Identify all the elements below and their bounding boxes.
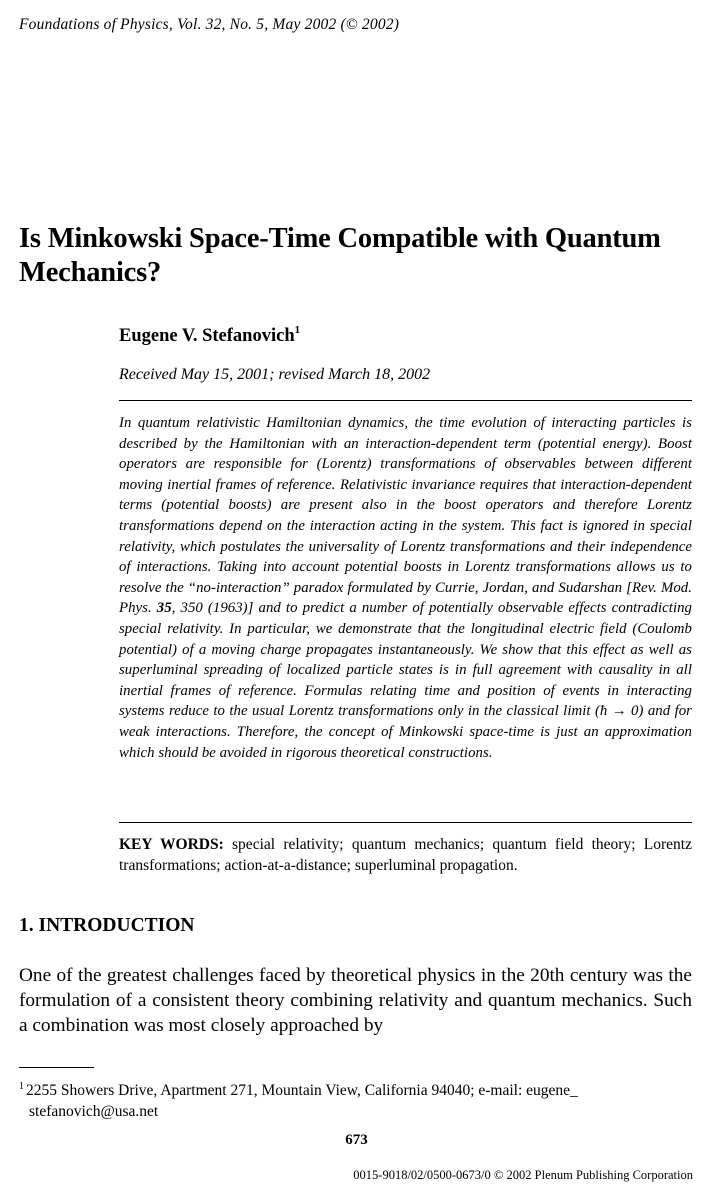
footnote-mark: 1 [19, 1081, 24, 1092]
keywords [119, 834, 692, 876]
keywords-label: KEY WORDS: [119, 836, 224, 853]
author-text: Eugene V. Stefanovich [119, 326, 295, 346]
keywords-rule [119, 822, 692, 823]
abstract-top-rule [119, 400, 692, 401]
footnote [19, 1076, 692, 1122]
abstract [119, 413, 692, 763]
introduction-paragraph: One of the greatest challenges faced by theoretical physics in the 20th century was the formulation of a consistent theory combining relativity and quantum mechanics. Such a combination was most closely approached by [19, 965, 692, 1036]
abstract-text-part1: In quantum relativistic Hamiltonian dynamics, the time evolution of interacting particles is described by the Hamiltonian with an interaction-dependent term (potential energy). Boost operators are responsible for (Lorentz) transformations of observables between different moving inertial frames of reference. Relativistic invariance requires that interaction-dependent terms (potential boosts) are present also in the boost operators and therefore Lorentz transformations depend on the interaction acting in the system. This fact is ignored in special relativity, which postulates the universality of Lorentz transformations and their independence of interactions. Taking into account potential boosts in Lorentz transformations allows us to resolve the “no-interaction” paradox formulated by Currie, Jordan, and Sudarshan [Rev. Mod. Phys. [119, 415, 692, 617]
section-heading-introduction: 1. INTRODUCTION [19, 915, 195, 936]
page-number: 673 [345, 1132, 368, 1148]
journal-citation: Foundations of Physics, Vol. 32, No. 5, May 2002 (© 2002) [19, 16, 400, 33]
footnote-line2: stefanovich@usa.net [29, 1103, 159, 1120]
footnote-line1: 2255 Showers Drive, Apartment 271, Mountain View, California 94040; e-mail: eugene_ [26, 1082, 578, 1099]
copyright-line: 0015-9018/02/0500-0673/0 © 2002 Plenum Publishing Corporation [353, 1168, 693, 1182]
received-dates: Received May 15, 2001; revised March 18, 2002 [119, 366, 431, 383]
abstract-volume: 35 [156, 600, 172, 617]
article-title: Is Minkowski Space-Time Compatible with Quantum Mechanics? [19, 223, 661, 288]
author-footnote-mark: 1 [294, 324, 301, 336]
keywords-text: special relativity; quantum mechanics; quantum field theory; Lorentz transformations; action-at-a-distance; superluminal propagation. [119, 836, 692, 874]
author-name [119, 324, 300, 347]
abstract-text-part2: , 350 (1963)] and to predict a number of potentially observable effects contradicting special relativity. In particular, we demonstrate that the longitudinal electric field (Coulomb potential) of a moving charge propagates instantaneously. We show that this effect as well as superluminal spreading of localized particle states is in full agreement with causality in all inertial frames of reference. Formulas relating time and position of events in interacting systems reduce to the usual Lorentz transformations only in the classical limit (ħ → 0) and for weak interactions. Therefore, the concept of Minkowski space-time is just an approximation which should be avoided in rigorous theoretical constructions. [119, 600, 693, 761]
footnote-rule [19, 1067, 94, 1068]
